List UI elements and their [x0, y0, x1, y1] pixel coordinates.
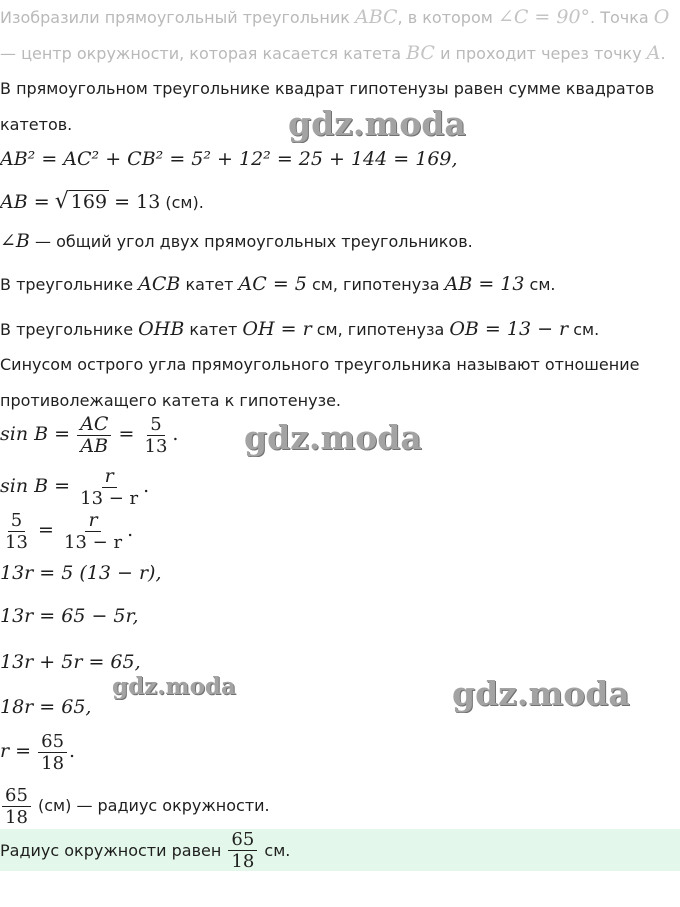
- denominator: 18: [231, 850, 255, 871]
- answer-fraction: [228, 829, 257, 871]
- numerator: AC: [77, 414, 111, 436]
- paragraph-triangle-ohb: [0, 318, 599, 340]
- equation-r: [0, 731, 75, 774]
- answer-line: [0, 829, 290, 871]
- watermark-logo: gdz.moda: [244, 418, 422, 457]
- answer-text: Радиус окружности равен: [0, 840, 222, 860]
- math: ABC: [354, 6, 398, 28]
- fraction: [142, 414, 171, 457]
- fraction: [2, 510, 31, 553]
- numerator: 5: [147, 414, 164, 436]
- watermark-logo: gdz.moda: [288, 104, 466, 143]
- text: см, гипотенуза: [316, 320, 445, 339]
- radicand: 169: [70, 191, 108, 213]
- text: . Точка: [590, 8, 649, 27]
- numerator: 5: [8, 510, 25, 532]
- math: BC: [406, 42, 435, 64]
- math: sin B =: [0, 475, 71, 497]
- text: В треугольнике: [0, 275, 134, 294]
- math: ∠C = 90°: [497, 6, 591, 28]
- period: .: [172, 423, 179, 445]
- watermark-logo: gdz.moda: [452, 674, 630, 713]
- text: см, гипотенуза: [312, 275, 440, 294]
- paragraph-sine-def: Синусом острого угла прямоугольного треугольника называют отношение: [0, 355, 640, 374]
- math: AB =: [0, 191, 50, 213]
- fraction: [38, 731, 67, 774]
- math: ACB: [138, 273, 181, 295]
- math: A: [646, 42, 661, 64]
- math: sin B =: [0, 423, 71, 445]
- math: O: [653, 6, 670, 28]
- text: катет: [185, 275, 234, 294]
- text: — общий угол двух прямоугольных треугольников.: [34, 232, 473, 251]
- period: .: [127, 519, 134, 541]
- problem-line-1: [0, 6, 669, 28]
- paragraph-pythagoras-cont: катетов.: [0, 115, 73, 134]
- paragraph-triangle-acb: [0, 273, 556, 295]
- period: .: [143, 475, 150, 497]
- numerator: 65: [228, 829, 257, 851]
- equals: =: [118, 423, 135, 445]
- watermark-logo: gdz.moda: [112, 673, 236, 700]
- answer-box: [0, 829, 680, 871]
- numerator: r: [85, 510, 100, 532]
- radical-sign: √: [54, 189, 69, 214]
- text: Изобразили прямоугольный треугольник: [0, 8, 350, 27]
- equation-ab-squared: [0, 148, 458, 170]
- math: OHB: [138, 318, 185, 340]
- numerator: 65: [2, 785, 31, 807]
- paragraph-sine-def-cont: противолежащего катета к гипотенузе.: [0, 391, 342, 410]
- text: .: [660, 44, 666, 63]
- equation-sin-1: [0, 414, 178, 457]
- problem-line-2: [0, 42, 666, 64]
- equation-step-4: 18r = 65,: [0, 696, 92, 718]
- text: В треугольнике: [0, 320, 134, 339]
- math: AB = 13: [444, 273, 525, 295]
- denominator: 18: [5, 807, 28, 828]
- text: , в котором: [397, 8, 493, 27]
- text: катет: [189, 320, 238, 339]
- numerator: r: [102, 466, 117, 488]
- text: см.: [529, 275, 556, 294]
- unit: (см).: [165, 193, 204, 212]
- answer-unit: см.: [264, 840, 291, 860]
- fraction: [2, 785, 31, 828]
- equation-sin-2: [0, 466, 149, 509]
- numerator: 65: [38, 731, 67, 753]
- fraction: [61, 510, 125, 553]
- math: ∠B: [0, 230, 30, 252]
- text: и проходит через точку: [440, 44, 642, 63]
- sqrt: [55, 189, 109, 214]
- period: .: [69, 740, 76, 762]
- math: AB² = AC² + CB² = 5² + 12² = 25 + 144 = 169,: [0, 148, 458, 170]
- fraction: [77, 466, 141, 509]
- paragraph-pythagoras: В прямоугольном треугольнике квадрат гипотенузы равен сумме квадратов: [0, 79, 655, 98]
- denominator: AB: [80, 435, 109, 457]
- math: OB = 13 − r: [449, 318, 569, 340]
- denominator: 18: [41, 753, 65, 774]
- math: AC = 5: [238, 273, 307, 295]
- math: r =: [0, 740, 32, 762]
- text: — центр окружности, которая касается катета: [0, 44, 402, 63]
- paragraph-common-angle: [0, 230, 473, 252]
- fraction: [77, 414, 111, 457]
- text: (см) — радиус окружности.: [38, 796, 270, 815]
- equals: =: [38, 519, 54, 541]
- equation-step-1: 13r = 5 (13 − r),: [0, 562, 162, 584]
- math: OH = r: [242, 318, 312, 340]
- equation-step-3: 13r + 5r = 65,: [0, 651, 141, 673]
- equation-proportion: [0, 510, 133, 553]
- math: = 13: [114, 191, 161, 213]
- result-line: [0, 785, 270, 828]
- equation-ab: [0, 189, 204, 214]
- denominator: 13 − r: [64, 532, 123, 553]
- equation-step-2: 13r = 65 − 5r,: [0, 605, 139, 627]
- text: см.: [573, 320, 600, 339]
- denominator: 13 − r: [80, 488, 139, 509]
- denominator: 13: [144, 436, 168, 457]
- denominator: 13: [5, 532, 28, 553]
